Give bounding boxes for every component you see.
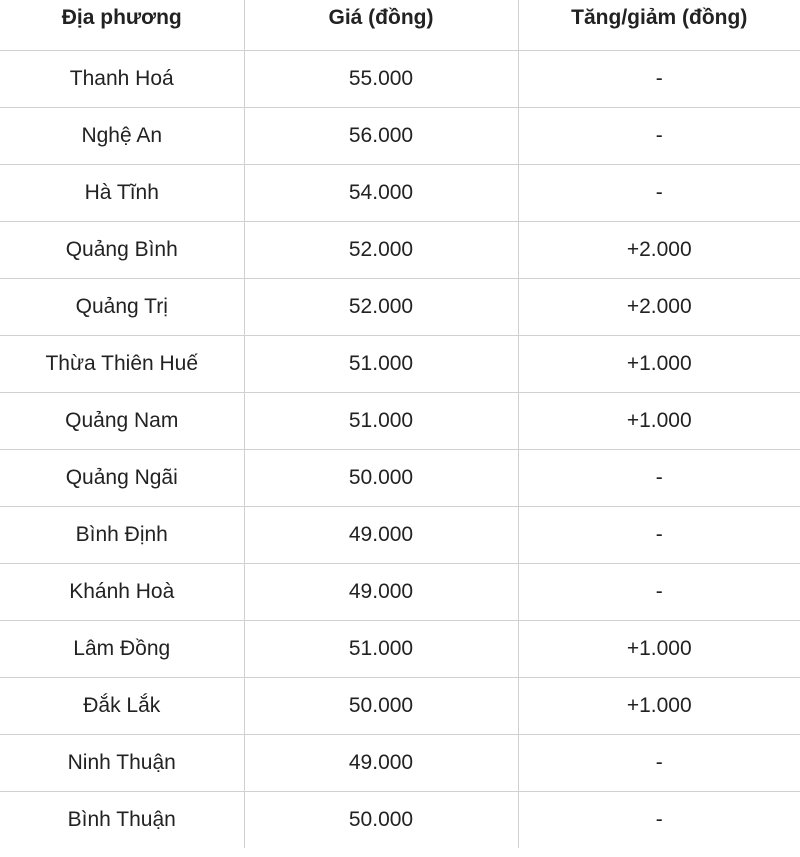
cell-change: +1.000 — [518, 621, 800, 678]
cell-change: - — [518, 165, 800, 222]
table-row — [0, 165, 800, 222]
table-row — [0, 336, 800, 393]
cell-price: 51.000 — [244, 336, 518, 393]
cell-change: - — [518, 735, 800, 792]
cell-region: Bình Thuận — [67, 808, 176, 831]
cell-change: - — [518, 450, 800, 507]
table-row — [0, 564, 800, 621]
cell-region: Quảng Nam — [0, 393, 244, 450]
cell-region: Bình Định — [0, 507, 244, 564]
cell-region: Nghệ An — [0, 108, 244, 165]
table-row — [0, 507, 800, 564]
cell-region: Khánh Hoà — [0, 564, 244, 621]
cell-price: 50.000 — [244, 792, 518, 849]
cell-region: Quảng Ngãi — [0, 450, 244, 507]
cell-region: Hà Tĩnh — [0, 165, 244, 222]
table-row — [0, 450, 800, 507]
cell-price: 55.000 — [244, 51, 518, 108]
cell-region: Lâm Đồng — [0, 621, 244, 678]
table-header — [0, 0, 800, 51]
cell-change: +1.000 — [518, 336, 800, 393]
table-row — [0, 621, 800, 678]
table-row — [0, 51, 800, 108]
header-row — [0, 0, 800, 51]
cell-change: - — [518, 51, 800, 108]
cell-price: 52.000 — [244, 279, 518, 336]
cell-price: 49.000 — [244, 507, 518, 564]
cell-change: +1.000 — [518, 393, 800, 450]
cell-price: 49.000 — [244, 735, 518, 792]
header-change: Tăng/giảm (đồng) — [518, 0, 800, 51]
table-body — [0, 51, 800, 849]
table-row — [0, 222, 800, 279]
cell-price: 54.000 — [244, 165, 518, 222]
cell-price: 52.000 — [244, 222, 518, 279]
cell-change: - — [518, 564, 800, 621]
table-row — [0, 792, 800, 849]
header-region: Địa phương — [0, 0, 244, 51]
cell-price: 51.000 — [244, 393, 518, 450]
header-price: Giá (đồng) — [244, 0, 518, 51]
table-row — [0, 393, 800, 450]
cell-region: Ninh Thuận — [0, 735, 244, 792]
table-row — [0, 279, 800, 336]
cell-region: Quảng Trị — [0, 279, 244, 336]
cell-price: 51.000 — [244, 621, 518, 678]
cell-change: - — [518, 792, 800, 849]
cell-change: +2.000 — [518, 222, 800, 279]
cell-price: 49.000 — [244, 564, 518, 621]
cell-price: 50.000 — [244, 450, 518, 507]
cell-price: 50.000 — [244, 678, 518, 735]
cell-change: +1.000 — [518, 678, 800, 735]
table-row — [0, 678, 800, 735]
cell-change: +2.000 — [518, 279, 800, 336]
cell-region: Đắk Lắk — [0, 678, 244, 735]
cell-region: Quảng Bình — [0, 222, 244, 279]
cell-price: 56.000 — [244, 108, 518, 165]
table-row — [0, 735, 800, 792]
cell-change: - — [518, 108, 800, 165]
table-row — [0, 108, 800, 165]
cell-region: Thanh Hoá — [0, 51, 244, 108]
cell-change: - — [518, 507, 800, 564]
cell-region: Thừa Thiên Huế — [0, 336, 244, 393]
